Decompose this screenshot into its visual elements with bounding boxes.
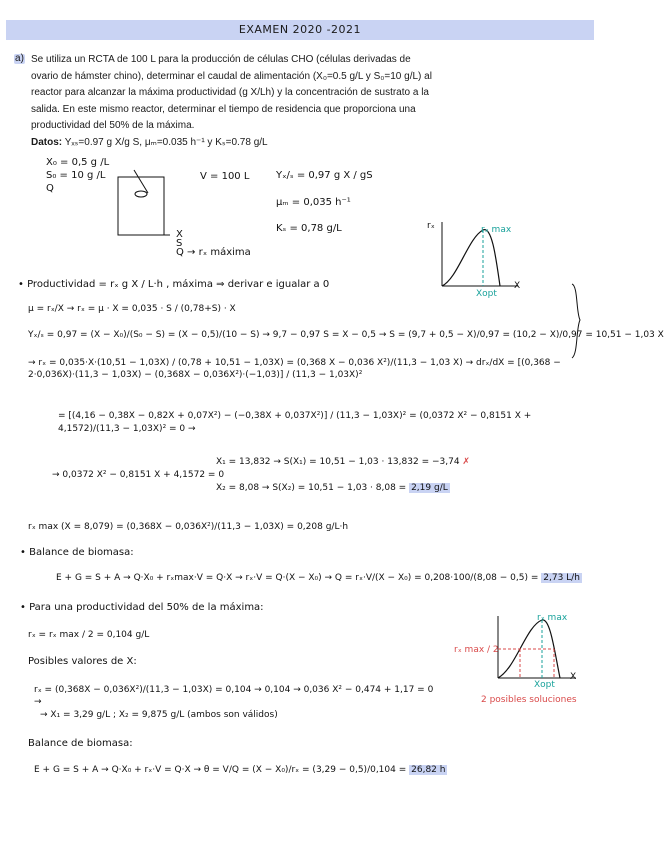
- balance2-equation: E + G = S + A → Q·X₀ + rₓ·V = Q·X → θ = V/Q = (X − X₀)/rₓ = (3,29 − 0,5)/0,104 =: [34, 765, 407, 775]
- datos-label: Datos:: [31, 136, 63, 148]
- exam-title: EXAMEN 2020 -2021: [238, 23, 362, 36]
- graph1-ylabel: rₓ: [427, 221, 435, 231]
- mu-line: μ = rₓ/X → rₓ = μ · X = 0,035 · S / (0,78+S) · X: [28, 304, 236, 314]
- rx-line: → rₓ = 0,035·X·(10,51 − 1,03X) / (0,78 + 10,51 − 1,03X) = (0,368 X − 0,036 X²)/(11,3 − 1,03 X) → drₓ/dX = [(0,368 − 2·0,036X)·(11,3 − 1,03X) − (0,368X − 0,036X²)·(−1,03)] / (11,3 − 1,03X)²: [28, 358, 561, 380]
- graph2-half-label: rₓ max / 2: [454, 645, 499, 655]
- graph1-peak-label: rₓ max: [481, 225, 512, 235]
- posibles-title: Posibles valores de X:: [28, 656, 137, 667]
- sketch-out-s: S: [176, 238, 183, 249]
- graph1-xlabel: X: [514, 281, 521, 291]
- root2-line: [216, 483, 450, 493]
- sketch-s0: S₀ = 10 g /L: [46, 170, 106, 181]
- balance2-line: [34, 765, 447, 775]
- graph1-xopt: Xopt: [476, 289, 497, 299]
- question-label: a): [15, 53, 24, 64]
- sketch-x0: X₀ = 0,5 g /L: [46, 157, 110, 168]
- balance-title: • Balance de biomasa:: [20, 547, 134, 558]
- balance2-title: Balance de biomasa:: [28, 738, 133, 749]
- solutions-line: → X₁ = 3,29 g/L ; X₂ = 9,875 g/L (ambos son válidos): [40, 710, 278, 720]
- sketch-volume: V = 100 L: [200, 171, 250, 182]
- balance-line: [56, 573, 582, 583]
- datos-text: Yₓₛ=0.97 g X/g S, μₘ=0.035 h⁻¹ y Kₛ=0.78 g/L: [64, 136, 268, 148]
- flow-answer: 2,73 L/h: [543, 573, 580, 583]
- roots-lead: → 0,0372 X² − 0,8151 X + 4,1572 = 0: [52, 470, 225, 480]
- sketch-out-x: X: [176, 229, 183, 240]
- sketch-out-q: Q → rₓ máxima: [176, 247, 251, 258]
- reject-mark-icon: ✗: [462, 457, 470, 467]
- equation-line: rₓ = (0,368X − 0,036X²)/(11,3 − 1,03X) = 0,104 → 0,104 → 0,036 X² − 0,474 + 1,17 = 0 →: [34, 685, 434, 707]
- productivity-line: • Productividad = rₓ g X / L·h , máxima ⇒ derivar e igualar a 0: [18, 279, 330, 290]
- substrate-answer: 2,19 g/L: [411, 483, 448, 493]
- sketch-q: Q: [46, 183, 54, 194]
- expand-line: = [(4,16 − 0,38X − 0,82X + 0,07X²) − (−0,38X + 0,037X²)] / (11,3 − 1,03X)² = (0,0372 X² − 0,8151 X + 4,1572)/(11,3 − 1,03X)² = 0 →: [58, 411, 532, 434]
- brace-mark: [570, 282, 590, 362]
- graph2-note: 2 posibles soluciones: [481, 695, 577, 705]
- question-statement: [31, 52, 435, 152]
- graph2-xopt: Xopt: [534, 680, 555, 690]
- yxs-line: Yₓ/ₛ = 0,97 = (X − X₀)/(S₀ − S) = (X − 0,5)/(10 − S) → 9,7 − 0,97 S = X − 0,5 → S = (9,7 + 0,5 − X)/0,97 = (10,2 − X)/0,97 = 10,51 − 1,03 X: [28, 330, 664, 340]
- root2-text: X₂ = 8,08 → S(X₂) = 10,51 − 1,03 · 8,08 =: [216, 483, 407, 493]
- sketch-ks: Kₛ = 0,78 g/L: [276, 223, 342, 234]
- rxmax-line: rₓ max (X = 8,079) = (0,368X − 0,036X²)/(11,3 − 1,03X) = 0,208 g/L·h: [28, 522, 349, 532]
- graph2-xlabel: X: [570, 672, 577, 682]
- half-line: rₓ = rₓ max / 2 = 0,104 g/L: [28, 630, 150, 640]
- root1-line: [216, 457, 470, 467]
- root1-text: X₁ = 13,832 → S(X₁) = 10,51 − 1,03 · 13,832 = −3,74: [216, 457, 460, 467]
- balance-equation: E + G = S + A → Q·X₀ + rₓmax·V = Q·X → rₓ·V = Q·(X − X₀) → Q = rₓ·V/(X − X₀) = 0,208·100/(8,08 − 0,5) =: [56, 573, 539, 583]
- sketch-mum: μₘ = 0,035 h⁻¹: [276, 197, 351, 208]
- exam-header: [6, 20, 594, 40]
- graph2-peak-label: rₓ max: [537, 613, 568, 623]
- question-text: Se utiliza un RCTA de 100 L para la producción de células CHO (células derivadas de ovario de hámster chino), determinar el caudal de alimentación (X₀=0.5 g/L y S₀=10 g/L) al reactor para alcanzar la máxima productividad (g X/Lh) y la concentración de sustrato a la salida. En este mismo reactor, determinar el tiempo de residencia que proporciona una productividad del 50% de la máxima.: [31, 54, 432, 132]
- residence-answer: 26,82 h: [411, 765, 446, 775]
- half-title: • Para una productividad del 50% de la máxima:: [20, 602, 264, 613]
- sketch-yxs: Yₓ/ₛ = 0,97 g X / gS: [276, 170, 373, 181]
